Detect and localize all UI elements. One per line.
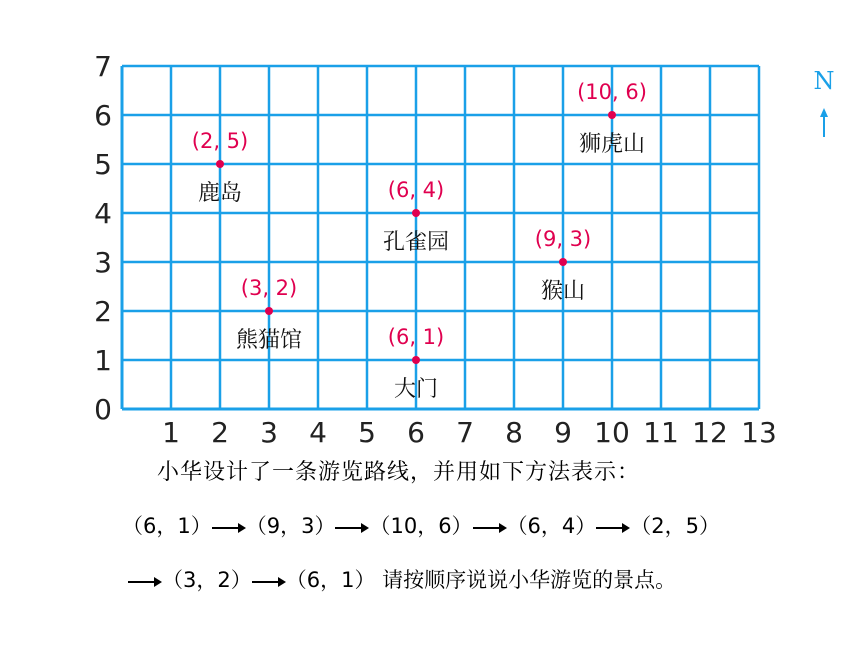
question-text: 请按顺序说说小华游览的景点。 bbox=[382, 568, 677, 592]
route-step: （2，5） bbox=[630, 514, 721, 538]
point-marker bbox=[265, 307, 273, 315]
north-arrow-head-icon bbox=[820, 108, 828, 117]
point-marker bbox=[559, 258, 567, 266]
point-marker bbox=[608, 111, 616, 119]
y-tick-label: 0 bbox=[94, 393, 112, 426]
x-tick-label: 1 bbox=[162, 416, 180, 449]
route-line-2 bbox=[128, 564, 676, 594]
point-coordinate-label: (3, 2) bbox=[240, 276, 298, 300]
x-tick-label: 3 bbox=[260, 416, 278, 449]
y-tick-label: 6 bbox=[94, 99, 112, 132]
x-tick-label: 6 bbox=[407, 416, 425, 449]
point-marker bbox=[412, 356, 420, 364]
arrow-icon bbox=[252, 575, 286, 587]
y-tick-label: 4 bbox=[94, 197, 112, 230]
point-name-label: 熊猫馆 bbox=[235, 328, 303, 353]
point-coordinate-label: (10, 6) bbox=[577, 80, 647, 104]
point-name-label: 狮虎山 bbox=[578, 132, 646, 157]
arrow-icon bbox=[212, 521, 246, 533]
x-tick-label: 10 bbox=[594, 416, 630, 449]
x-tick-label: 5 bbox=[358, 416, 376, 449]
y-tick-label: 7 bbox=[94, 50, 112, 83]
y-tick-label: 2 bbox=[94, 295, 112, 328]
point-coordinate-label: (2, 5) bbox=[191, 129, 249, 153]
arrow-icon bbox=[128, 575, 162, 587]
route-line-1 bbox=[122, 510, 720, 540]
route-step: （10，6） bbox=[369, 514, 473, 538]
point-coordinate-label: (9, 3) bbox=[534, 227, 592, 251]
route-step: （6，1） bbox=[285, 568, 376, 592]
point-name-label: 孔雀园 bbox=[382, 230, 450, 255]
point-coordinate-label: (6, 4) bbox=[387, 178, 445, 202]
route-step: （6，1） bbox=[122, 514, 212, 538]
point-marker bbox=[412, 209, 420, 217]
point-name-label: 猴山 bbox=[540, 279, 586, 304]
instruction-text: 小华设计了一条游览路线，并用如下方法表示： bbox=[157, 460, 641, 485]
point-name-label: 鹿岛 bbox=[197, 181, 243, 206]
point-coordinate-label: (6, 1) bbox=[387, 325, 445, 349]
scenic-points bbox=[192, 80, 647, 402]
x-tick-label: 4 bbox=[309, 416, 327, 449]
north-letter: N bbox=[813, 67, 835, 95]
arrow-icon bbox=[335, 521, 369, 533]
x-tick-label: 7 bbox=[456, 416, 474, 449]
arrow-icon bbox=[473, 521, 507, 533]
x-tick-label: 13 bbox=[741, 416, 777, 449]
route-step: （3，2） bbox=[162, 568, 252, 592]
arrow-icon bbox=[596, 521, 630, 533]
y-tick-label: 5 bbox=[94, 148, 112, 181]
x-tick-label: 9 bbox=[554, 416, 572, 449]
y-tick-label: 1 bbox=[94, 344, 112, 377]
point-marker bbox=[216, 160, 224, 168]
x-tick-label: 11 bbox=[643, 416, 679, 449]
point-name-label: 大门 bbox=[393, 377, 439, 402]
x-tick-label: 8 bbox=[505, 416, 523, 449]
x-tick-label: 2 bbox=[211, 416, 229, 449]
north-indicator bbox=[814, 67, 835, 137]
route-step: （9，3） bbox=[245, 514, 336, 538]
x-tick-label: 12 bbox=[692, 416, 728, 449]
route-step: （6，4） bbox=[506, 514, 597, 538]
y-tick-label: 3 bbox=[94, 246, 112, 279]
